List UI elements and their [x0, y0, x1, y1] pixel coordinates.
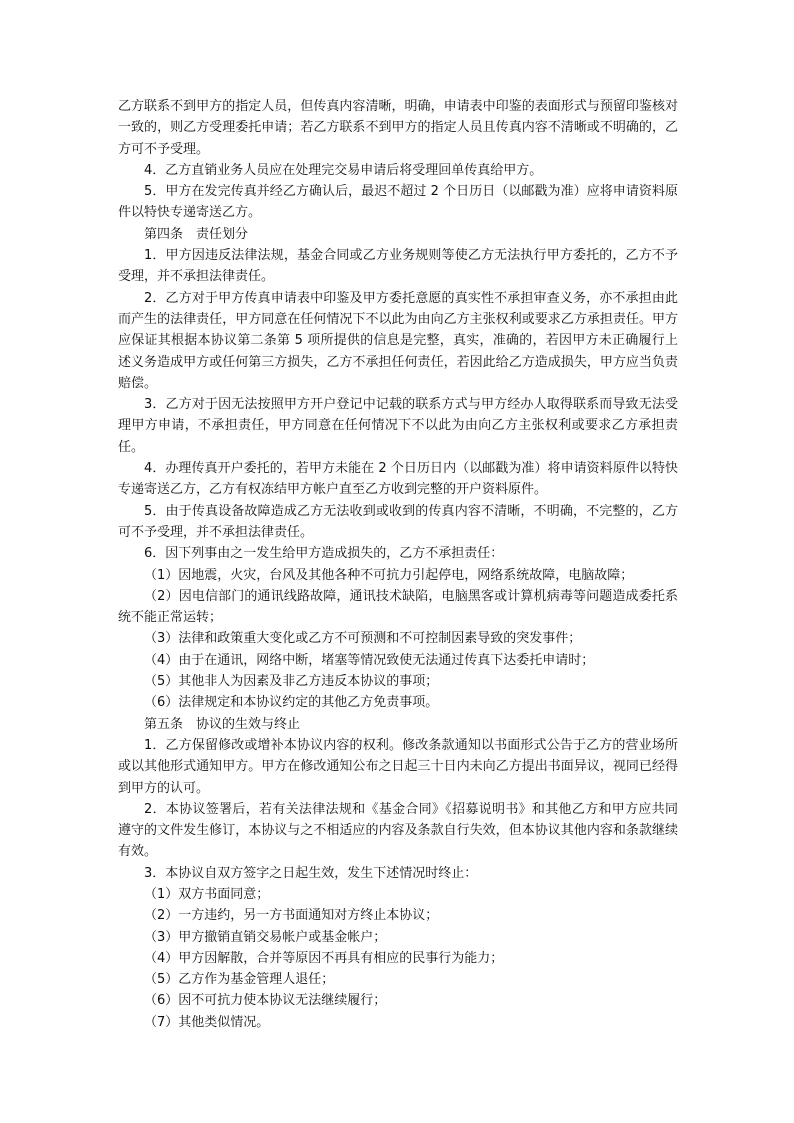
list-item: （3）法律和政策重大变化或乙方不可预测和不可控制因素导致的突发事件； — [144, 631, 582, 647]
paragraph: 2．乙方对于甲方传真申请表中印鉴及甲方委托意愿的真实性不承担审查义务，亦不承担由此而产生的法律责任，甲方同意在任何情况下不以此为由向乙方主张权利或要求乙方承担责任。甲方应保证其根据本协议第二条第 5 项所提供的信息是完整，真实，准确的，若因甲方未正确履行上述义务造成甲方或任何第三方损失，乙方不承担任何责任，若因此给乙方造成损失，甲方应当负责赔偿。 — [118, 290, 678, 391]
section-heading: 第四条 责任划分 — [144, 226, 249, 242]
list-item: （7）其他类似情况。 — [144, 1014, 270, 1030]
paragraph: 2．本协议签署后，若有关法律法规和《基金合同》《招募说明书》和其他乙方和甲方应共同遵守的文件发生修订，本协议与之不相适应的内容及条款自行失效，但本协议其他内容和条款继续有效。 — [118, 801, 678, 860]
paragraph: 乙方联系不到甲方的指定人员，但传真内容清晰，明确，申请表中印鉴的表面形式与预留印鉴核对一致的，则乙方受理委托申请；若乙方联系不到甲方的指定人员且传真内容不清晰或不明确的，乙方可不予受理。 — [118, 99, 678, 157]
list-item: （2）因电信部门的通讯线路故障，通讯技术缺陷，电脑黑客或计算机病毒等问题造成委托系统不能正常运转； — [118, 588, 678, 626]
document-body — [118, 96, 678, 1033]
paragraph: 4．办理传真开户委托的，若甲方未能在 2 个日历日内（以邮戳为准）将申请资料原件以特快专递寄送乙方，乙方有权冻结甲方帐户直至乙方收到完整的开户资料原件。 — [118, 461, 678, 498]
paragraph: 6．因下列事由之一发生给甲方造成损失的，乙方不承担责任： — [144, 546, 504, 562]
paragraph: 1．乙方保留修改或增补本协议内容的权利。修改条款通知以书面形式公告于乙方的营业场所或以其他形式通知甲方。甲方在修改通知公布之日起三十日内未向乙方提出书面异议，视同已经得到甲方的认可。 — [118, 737, 678, 796]
list-item: （4）甲方因解散，合并等原因不再具有相应的民事行为能力； — [144, 950, 504, 966]
paragraph: 4．乙方直销业务人员应在处理完交易申请后将受理回单传真给甲方。 — [144, 162, 543, 178]
paragraph: 3．本协议自双方签字之日起生效，发生下述情况时终止： — [144, 865, 478, 881]
paragraph: 5．甲方在发完传真并经乙方确认后，最迟不超过 2 个日历日（以邮戳为准）应将申请资料原件以特快专递寄送乙方。 — [118, 184, 678, 221]
list-item: （6）因不可抗力使本协议无法继续履行； — [144, 993, 387, 1009]
paragraph: 3．乙方对于因无法按照甲方开户登记中记载的联系方式与甲方经办人取得联系而导致无法受理甲方申请，不承担责任，甲方同意在任何情况下不以此为由向乙方主张权利或要求乙方承担责任。 — [118, 397, 678, 455]
list-item: （5）乙方作为基金管理人退任； — [144, 972, 335, 988]
paragraph: 5．由于传真设备故障造成乙方无法收到或收到的传真内容不清晰，不明确，不完整的，乙方可不予受理，并不承担法律责任。 — [118, 503, 678, 540]
list-item: （3）甲方撤销直销交易帐户或基金帐户； — [144, 929, 387, 945]
list-item: （2）一方违约，另一方书面通知对方终止本协议； — [144, 908, 439, 924]
list-item: （6）法律规定和本协议约定的其他乙方免责事项。 — [144, 695, 439, 711]
list-item: （1）双方书面同意； — [144, 886, 270, 902]
list-item: （5）其他非人为因素及非乙方违反本协议的事项； — [144, 674, 439, 690]
list-item: （4）由于在通讯，网络中断，堵塞等情况致使无法通过传真下达委托申请时； — [144, 652, 595, 668]
paragraph: 1．甲方因违反法律法规，基金合同或乙方业务规则等使乙方无法执行甲方委托的，乙方不予受理，并不承担法律责任。 — [118, 248, 678, 285]
list-item: （1）因地震，火灾，台风及其他各种不可抗力引起停电，网络系统故障，电脑故障； — [144, 567, 634, 583]
section-heading: 第五条 协议的生效与终止 — [144, 716, 301, 732]
